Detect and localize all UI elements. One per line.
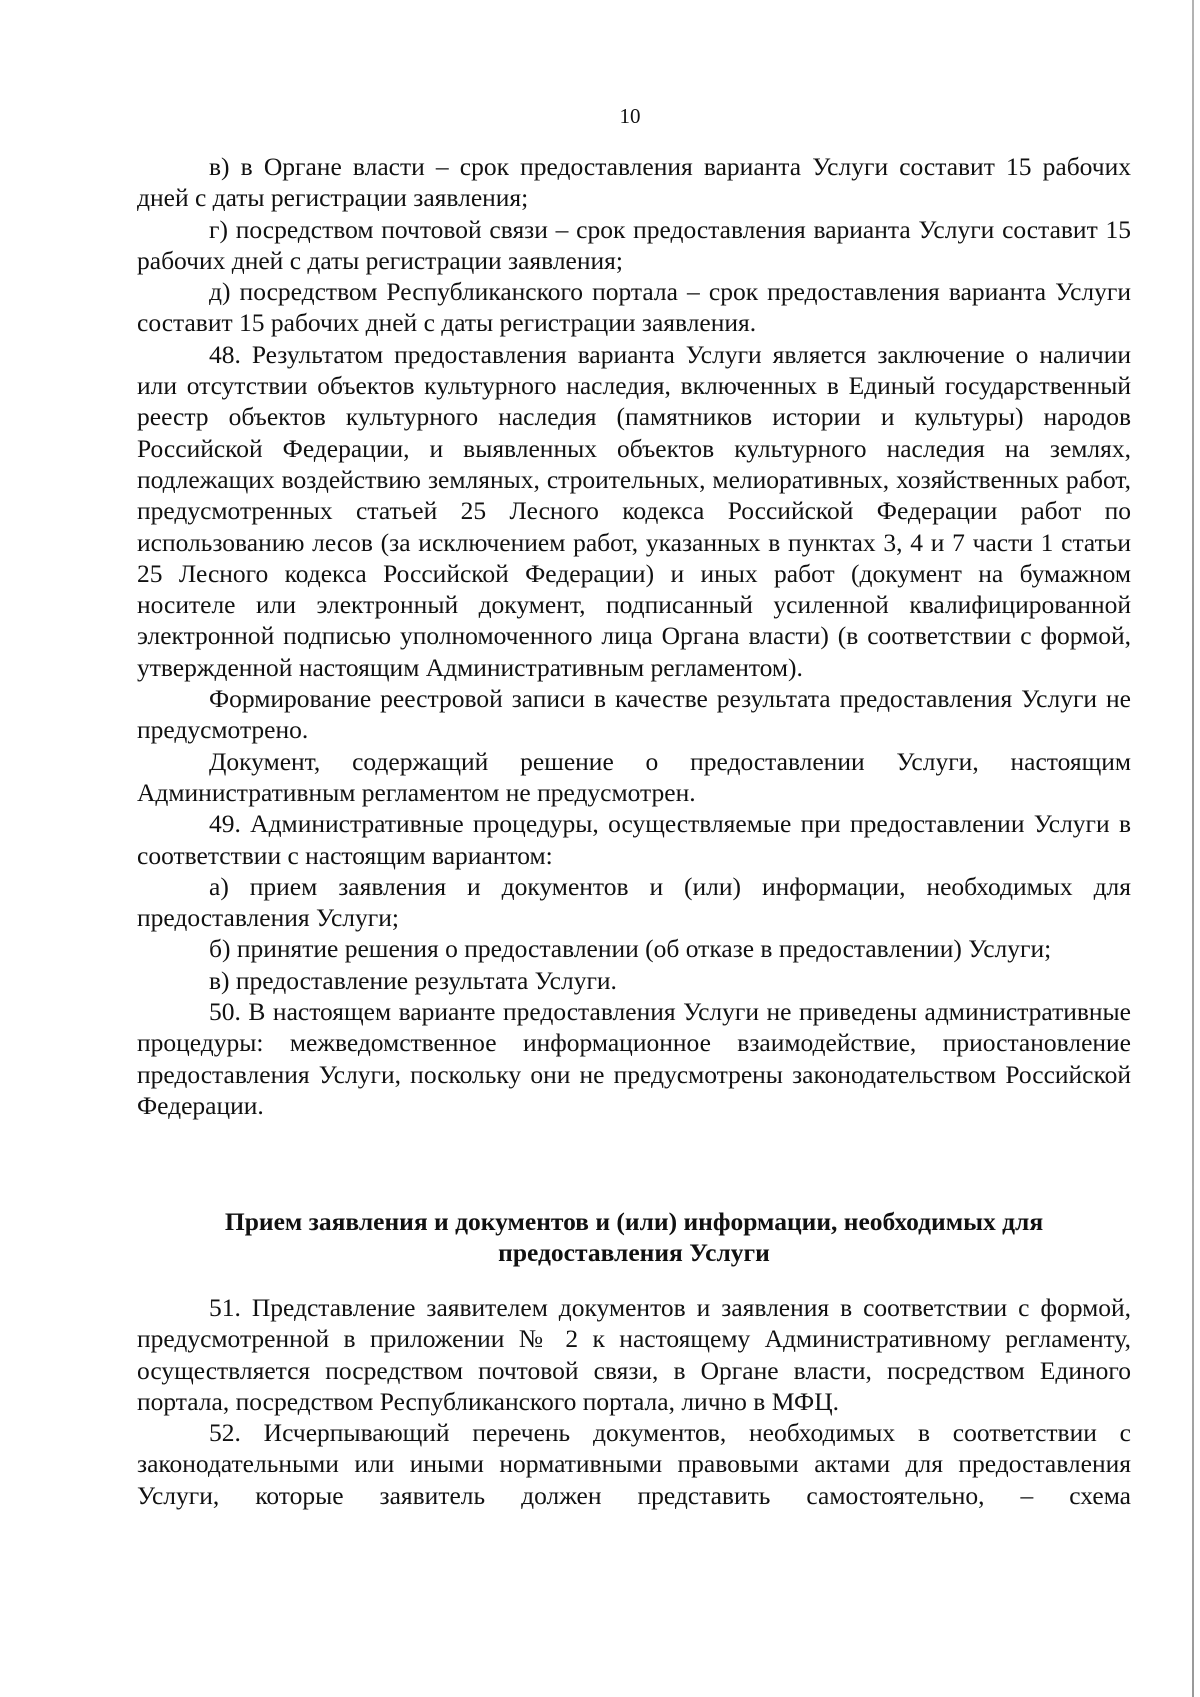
paragraph-49v: в) предоставление результата Услуги. bbox=[209, 965, 617, 995]
paragraph-49b: б) принятие решения о предоставлении (об отказе в предоставлении) Услуги; bbox=[209, 934, 1052, 964]
paragraph-49: 49. Административные процедуры, осуществляемые при предоставлении Услуги в соответствии с настоящим вариантом: bbox=[137, 809, 1131, 870]
paragraph-47d: д) посредством Республиканского портала – срок предоставления варианта Услуги составит 15 рабочих дней с даты регистрации заявления. bbox=[137, 277, 1131, 338]
paragraph-47g: г) посредством почтовой связи – срок предоставления варианта Услуги составит 15 рабочих дней с даты регистрации заявления; bbox=[137, 214, 1131, 275]
paragraph-49a: а) прием заявления и документов и (или) информации, необходимых для предоставления Услуги; bbox=[137, 871, 1131, 933]
section-heading bbox=[137, 1206, 1131, 1269]
paragraph-51: 51. Представление заявителем документов и заявления в соответствии с формой, предусмотренной в приложении № 2 к настоящему Административному регламенту, осуществляется посредством почтовой связи, в Органе власти, посредством Единого портала, посредством Республиканского портала, лично в МФЦ. bbox=[137, 1293, 1131, 1416]
scan-edge-line bbox=[1192, 0, 1194, 1697]
paragraph-48-document: Документ, содержащий решение о предоставлении Услуги, настоящим Административным регламентом не предусмотрен. bbox=[137, 746, 1131, 807]
paragraph-52: 52. Исчерпывающий перечень документов, необходимых в соответствии с законодательными или иными нормативными правовыми актами для предоставления Услуги, которые заявитель должен представить самостоятельно, – схема bbox=[137, 1418, 1131, 1510]
body-text-bottom bbox=[137, 1292, 1131, 1511]
section-heading-line-1: Прием заявления и документов и (или) информации, необходимых для bbox=[224, 1207, 1044, 1236]
paragraph-47v: в) в Органе власти – срок предоставления варианта Услуги составит 15 рабочих дней с даты регистрации заявления; bbox=[137, 152, 1131, 213]
body-text-top bbox=[137, 151, 1131, 1121]
paragraph-48: 48. Результатом предоставления варианта Услуги является заключение о наличии или отсутствии объектов культурного наследия, включенных в Единый государственный реестр объектов культурного наследия (памятников истории и культуры) народов Российской Федерации, и выявленных объектов культурного наследия на землях, подлежащих воздействию земляных, строительных, мелиоративных, хозяйственных работ, предусмотренных статьей 25 Лесного кодекса Российской Федерации работ по использованию лесов (за исключением работ, указанных в пунктах 3, 4 и 7 части 1 статьи 25 Лесного кодекса Российской Федерации) и иных работ (документ на бумажном носителе или электронный документ, подписанный усиленной квалифицированной электронной подписью уполномоченного лица Органа власти) (в соответствии с формой, утвержденной настоящим Административным регламентом). bbox=[137, 339, 1131, 682]
paragraph-50: 50. В настоящем варианте предоставления Услуги не приведены административные процедуры: межведомственное информационное взаимодействие, приостановление предоставления Услуги, поскольку они не предусмотрены законодательством Российской Федерации. bbox=[137, 997, 1131, 1120]
section-heading-line-2: предоставления Услуги bbox=[498, 1238, 770, 1268]
page-number: 10 bbox=[619, 104, 641, 128]
paragraph-48-registry: Формирование реестровой записи в качестве результата предоставления Услуги не предусмотрено. bbox=[137, 684, 1131, 745]
